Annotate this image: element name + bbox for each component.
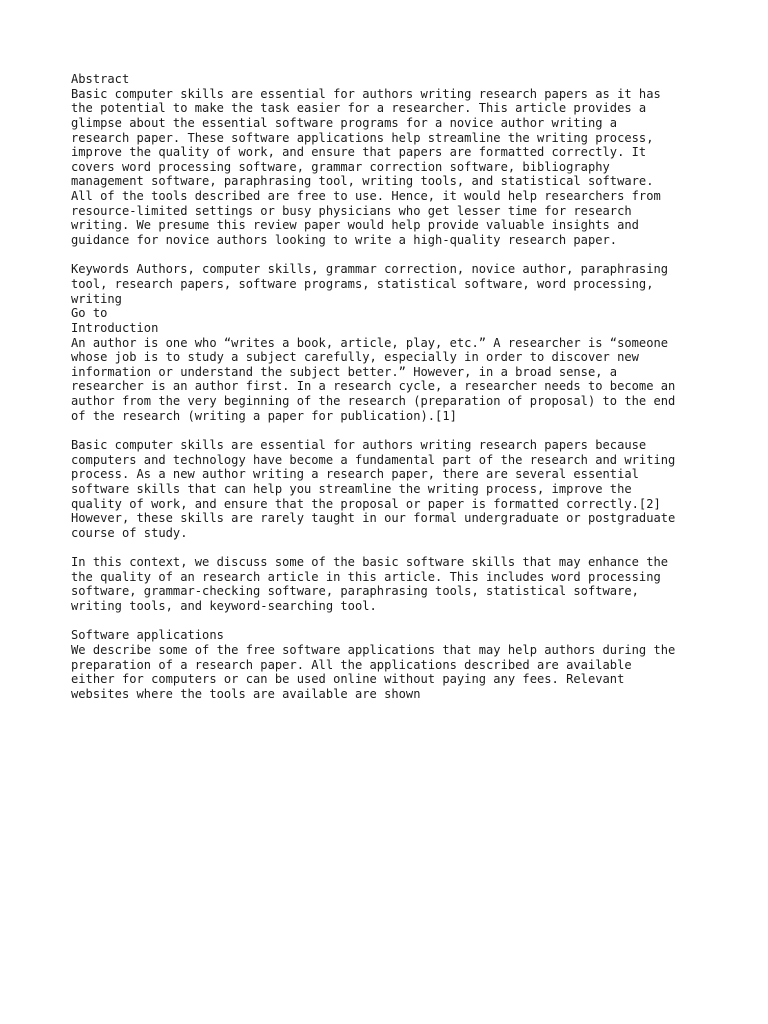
intro-p2-line: However, these skills are rarely taught in our formal undergraduate or postgraduate [71,511,676,526]
keywords-section [71,262,711,306]
intro-p1-line: researcher is an author first. In a research cycle, a researcher needs to become an [71,379,676,394]
software-line: either for computers or can be used online without paying any fees. Relevant [71,672,625,687]
abstract-line: All of the tools described are free to use. Hence, it would help researchers from [71,189,661,204]
abstract-line: writing. We presume this review paper would help provide valuable insights and [71,218,639,233]
paragraph-gap [71,248,711,263]
go-to-link[interactable]: Go to [71,306,108,321]
paragraph-gap [71,541,711,556]
intro-p3-line: writing tools, and keyword-searching tool. [71,599,377,614]
paragraph-gap [71,423,711,438]
abstract-line: guidance for novice authors looking to write a high-quality research paper. [71,233,618,248]
abstract-line: glimpse about the essential software programs for a novice author writing a [71,115,618,130]
software-section [71,628,711,701]
intro-p1-line: of the research (writing a paper for publication).[1] [71,408,457,423]
introduction-section [71,321,711,614]
document-body [71,72,711,702]
keywords-line: Keywords Authors, computer skills, grammar correction, novice author, paraphrasing [71,262,669,277]
abstract-line: Basic computer skills are essential for authors writing research papers as it has [71,86,661,101]
intro-p3-line: In this context, we discuss some of the basic software skills that may enhance the [71,555,669,570]
abstract-line: research paper. These software applications help streamline the writing process, [71,130,654,145]
intro-p2-line: software skills that can help you streamline the writing process, improve the [71,481,632,496]
keywords-line: tool, research papers, software programs, statistical software, word processing, [71,276,654,291]
intro-p1-line: whose job is to study a subject carefully, especially in order to discover new [71,350,639,365]
introduction-heading: Introduction [71,320,159,335]
software-line: websites where the tools are available are shown [71,686,421,701]
abstract-heading: Abstract [71,72,130,86]
intro-p3-line: the quality of an research article in this article. This includes word processing [71,569,661,584]
intro-p2-line: course of study. [71,525,188,540]
abstract-line: the potential to make the task easier for a researcher. This article provides a [71,101,647,116]
paragraph-gap [71,614,711,629]
abstract-line: covers word processing software, grammar correction software, bibliography [71,159,610,174]
keywords-line: writing [71,291,122,306]
software-heading: Software applications [71,628,224,643]
software-line: preparation of a research paper. All the applications described are available [71,657,632,672]
intro-p3-line: software, grammar-checking software, paraphrasing tools, statistical software, [71,584,639,599]
intro-p2-line: process. As a new author writing a research paper, there are several essential [71,467,639,482]
intro-p1-line: information or understand the subject better.” However, in a broad sense, a [71,364,618,379]
abstract-line: management software, paraphrasing tool, writing tools, and statistical software. [71,174,654,189]
intro-p2-line: quality of work, and ensure that the proposal or paper is formatted correctly.[2] [71,496,661,511]
abstract-line: improve the quality of work, and ensure that papers are formatted correctly. It [71,145,647,160]
software-line: We describe some of the free software applications that may help authors during the [71,642,676,657]
intro-p1-line: An author is one who “writes a book, article, play, etc.” A researcher is “someone [71,335,669,350]
abstract-section [71,72,711,248]
abstract-line: resource-limited settings or busy physicians who get lesser time for research [71,203,632,218]
intro-p1-line: author from the very beginning of the research (preparation of proposal) to the end [71,394,676,409]
intro-p2-line: computers and technology have become a fundamental part of the research and writing [71,452,676,467]
intro-p2-line: Basic computer skills are essential for authors writing research papers because [71,438,647,453]
